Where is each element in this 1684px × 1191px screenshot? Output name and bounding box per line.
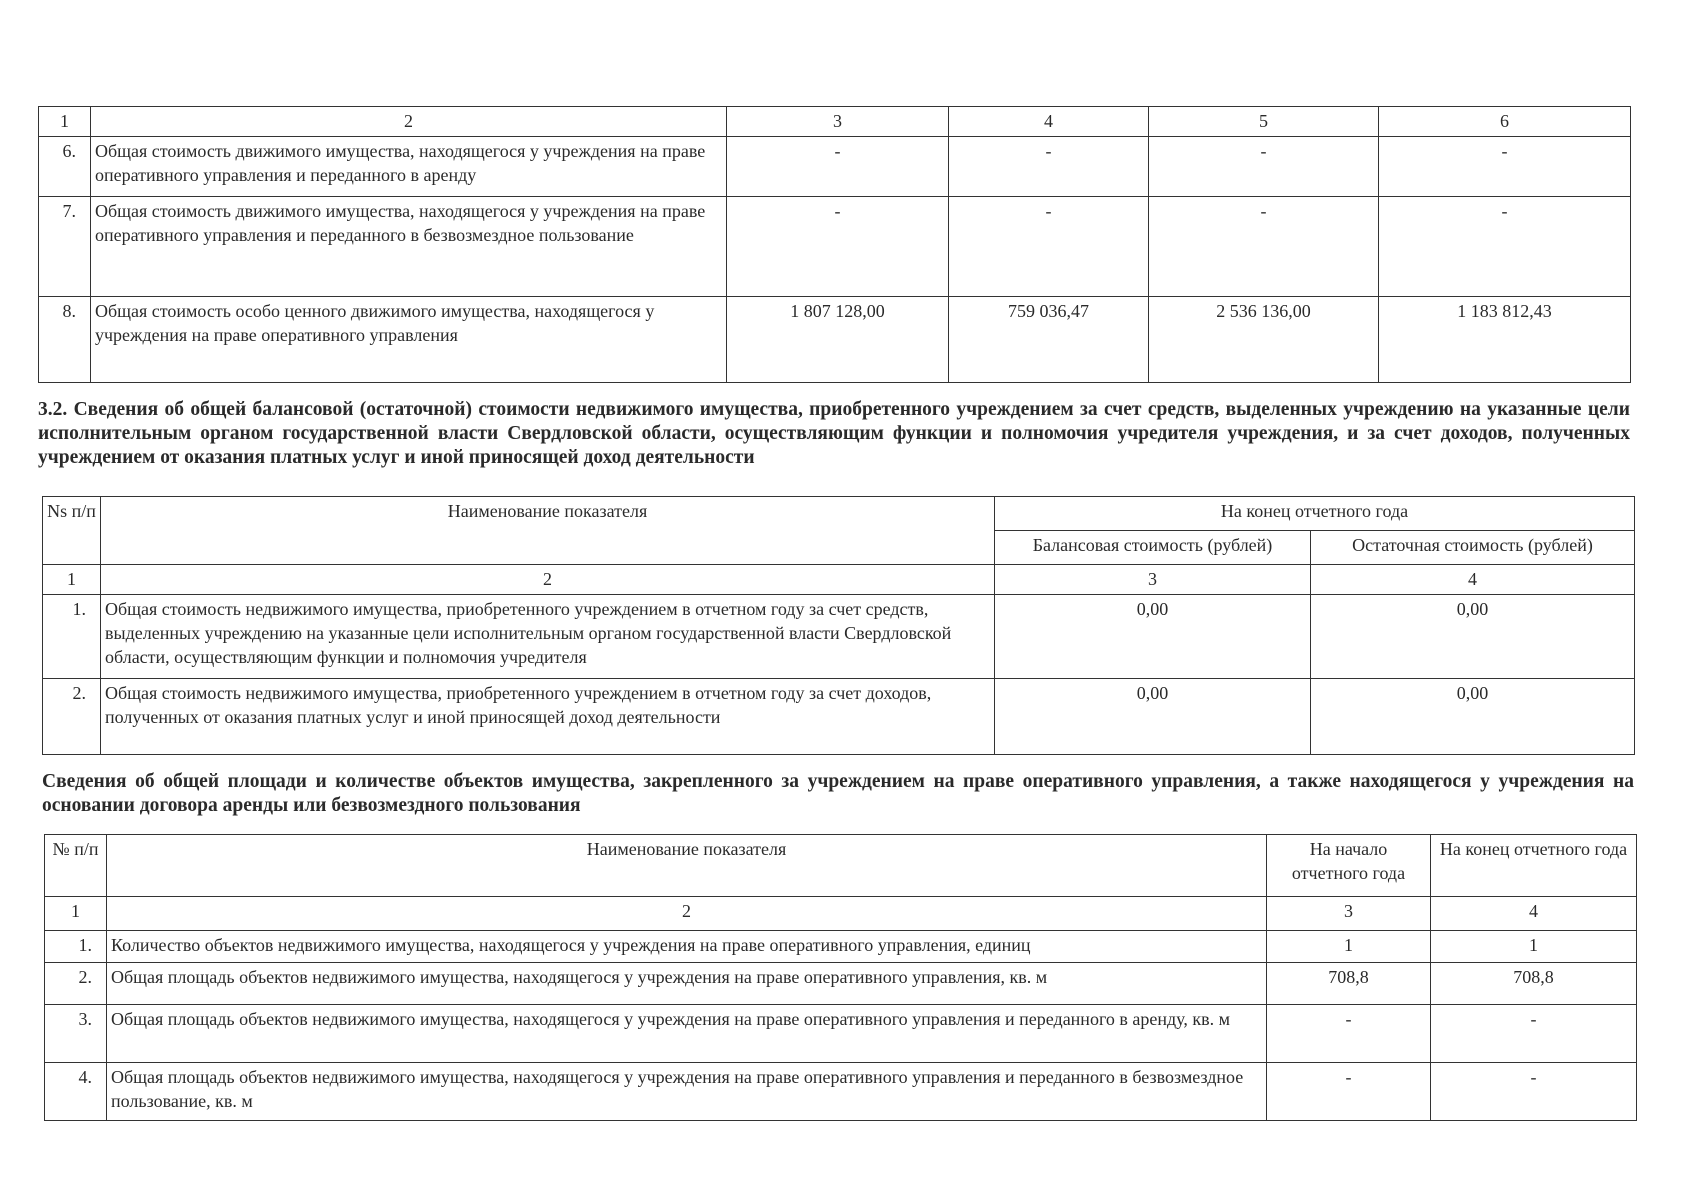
row-number: 6. bbox=[39, 137, 91, 197]
col-number: 1 bbox=[43, 565, 101, 595]
row-label: Общая площадь объектов недвижимого имущества, находящегося у учреждения на праве оперативного управления и переданного в безвозмездное пользование, кв. м bbox=[107, 1063, 1267, 1121]
header-no: № п/п bbox=[45, 835, 107, 897]
row-number: 8. bbox=[39, 297, 91, 383]
value-cell: 708,8 bbox=[1431, 963, 1637, 1005]
row-number: 4. bbox=[45, 1063, 107, 1121]
row-number: 2. bbox=[45, 963, 107, 1005]
table-row bbox=[45, 1005, 1637, 1063]
column-number-row bbox=[43, 565, 1635, 595]
value-cell: 1 807 128,00 bbox=[727, 297, 949, 383]
col-number: 2 bbox=[91, 107, 727, 137]
value-cell: - bbox=[1431, 1063, 1637, 1121]
table-row bbox=[45, 963, 1637, 1005]
header-end-of-year: На конец отчетного года bbox=[1431, 835, 1637, 897]
value-cell: - bbox=[1149, 137, 1379, 197]
value-cell: - bbox=[1431, 1005, 1637, 1063]
row-label: Общая стоимость движимого имущества, находящегося у учреждения на праве оперативного управления и переданного в аренду bbox=[91, 137, 727, 197]
table-row bbox=[39, 297, 1631, 383]
header-residual-value: Остаточная стоимость (рублей) bbox=[1311, 531, 1635, 565]
row-label: Общая стоимость особо ценного движимого имущества, находящегося у учреждения на праве оперативного управления bbox=[91, 297, 727, 383]
value-cell: 708,8 bbox=[1267, 963, 1431, 1005]
value-cell: - bbox=[1379, 137, 1631, 197]
table-row bbox=[43, 679, 1635, 755]
col-number: 5 bbox=[1149, 107, 1379, 137]
header-end-of-year: На конец отчетного года bbox=[995, 497, 1635, 531]
col-number: 3 bbox=[995, 565, 1311, 595]
row-label: Общая стоимость недвижимого имущества, приобретенного учреждением в отчетном году за счет доходов, полученных от оказания платных услуг и иной приносящей доход деятельности bbox=[101, 679, 995, 755]
header-balance-value: Балансовая стоимость (рублей) bbox=[995, 531, 1311, 565]
row-number: 1. bbox=[45, 931, 107, 963]
value-cell: - bbox=[949, 137, 1149, 197]
header-no: Ns п/п bbox=[43, 497, 101, 565]
header-name: Наименование показателя bbox=[101, 497, 995, 565]
column-number-row bbox=[39, 107, 1631, 137]
real-estate-value-table bbox=[42, 496, 1635, 755]
col-number: 1 bbox=[39, 107, 91, 137]
value-cell: 0,00 bbox=[1311, 679, 1635, 755]
row-label: Общая площадь объектов недвижимого имущества, находящегося у учреждения на праве оперативного управления и переданного в аренду, кв. м bbox=[107, 1005, 1267, 1063]
table-row bbox=[43, 595, 1635, 679]
row-label: Общая стоимость движимого имущества, находящегося у учреждения на праве оперативного управления и переданного в безвозмездное пользование bbox=[91, 197, 727, 297]
value-cell: 1 bbox=[1267, 931, 1431, 963]
col-number: 4 bbox=[1431, 897, 1637, 931]
row-label: Общая стоимость недвижимого имущества, приобретенного учреждением в отчетном году за счет средств, выделенных учреждению на указанные цели исполнительным органом государственной власти Свердловской области, осуществляющим функции и полномочия учредителя bbox=[101, 595, 995, 679]
row-number: 3. bbox=[45, 1005, 107, 1063]
col-number: 4 bbox=[1311, 565, 1635, 595]
table-row bbox=[39, 137, 1631, 197]
col-number: 3 bbox=[1267, 897, 1431, 931]
row-number: 7. bbox=[39, 197, 91, 297]
col-number: 6 bbox=[1379, 107, 1631, 137]
area-section-heading: Сведения об общей площади и количестве объектов имущества, закрепленного за учреждением на праве оперативного управления, а также находящегося у учреждения на основании договора аренды или безвозмездного пользования bbox=[42, 771, 1634, 816]
value-cell: - bbox=[727, 197, 949, 297]
col-number: 2 bbox=[107, 897, 1267, 931]
value-cell: 0,00 bbox=[1311, 595, 1635, 679]
value-cell: - bbox=[949, 197, 1149, 297]
column-number-row bbox=[45, 897, 1637, 931]
value-cell: 759 036,47 bbox=[949, 297, 1149, 383]
col-number: 3 bbox=[727, 107, 949, 137]
table-row bbox=[39, 197, 1631, 297]
row-number: 1. bbox=[43, 595, 101, 679]
value-cell: - bbox=[1267, 1005, 1431, 1063]
value-cell: 2 536 136,00 bbox=[1149, 297, 1379, 383]
value-cell: 0,00 bbox=[995, 595, 1311, 679]
row-label: Общая площадь объектов недвижимого имущества, находящегося у учреждения на праве оперативного управления, кв. м bbox=[107, 963, 1267, 1005]
header-start-of-year: На начало отчетного года bbox=[1267, 835, 1431, 897]
header-name: Наименование показателя bbox=[107, 835, 1267, 897]
value-cell: 1 bbox=[1431, 931, 1637, 963]
movable-property-table bbox=[38, 106, 1631, 383]
value-cell: - bbox=[727, 137, 949, 197]
value-cell: - bbox=[1267, 1063, 1431, 1121]
col-number: 2 bbox=[101, 565, 995, 595]
table-row bbox=[45, 1063, 1637, 1121]
value-cell: 1 183 812,43 bbox=[1379, 297, 1631, 383]
row-number: 2. bbox=[43, 679, 101, 755]
property-area-table bbox=[44, 834, 1637, 1121]
table-row bbox=[45, 931, 1637, 963]
value-cell: - bbox=[1379, 197, 1631, 297]
section-3-2-heading: 3.2. Сведения об общей балансовой (остаточной) стоимости недвижимого имущества, приобретенного учреждением за счет средств, выделенных учреждению на указанные цели исполнительным органом государственной власти Свердловской области, осуществляющим функции и полномочия учредителя учреждения, и за счет доходов, полученных учреждением от оказания платных услуг и иной приносящей доход деятельности bbox=[38, 399, 1630, 468]
row-label: Количество объектов недвижимого имущества, находящегося у учреждения на праве оперативного управления, единиц bbox=[107, 931, 1267, 963]
col-number: 1 bbox=[45, 897, 107, 931]
col-number: 4 bbox=[949, 107, 1149, 137]
value-cell: - bbox=[1149, 197, 1379, 297]
value-cell: 0,00 bbox=[995, 679, 1311, 755]
